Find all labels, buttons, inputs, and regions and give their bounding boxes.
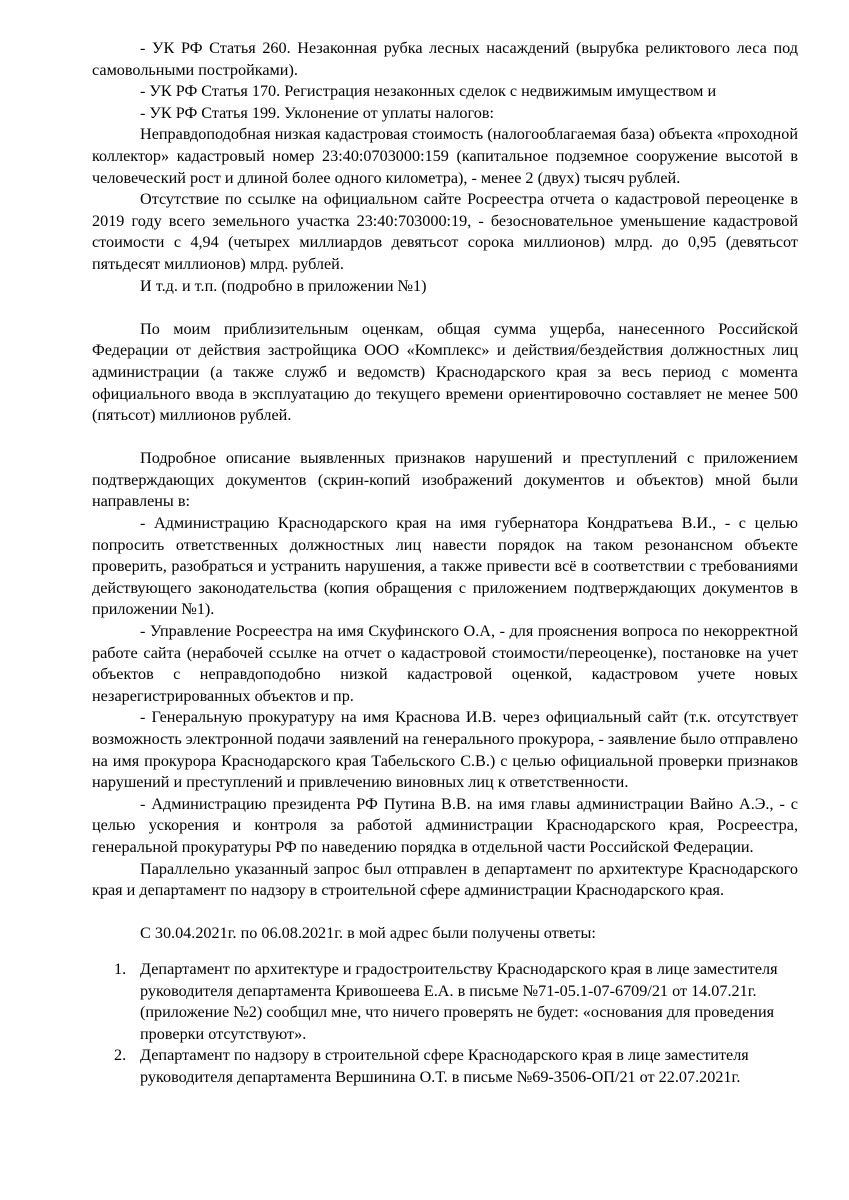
paragraph-missing-report: Отсутствие по ссылке на официальном сайте Росреестра отчета о кадастровой переоценке в 2019 году всего земельного участка 23:40:703000:19, - безосновательное уменьшение кадастровой стоимости с 4,94 (четырех миллиардов девятьсот сорока миллионов) млрд. до 0,95 (девятьсот пятьдесят миллионов) млрд. рублей. [92,190,798,273]
answers-list [92,959,798,1089]
spacer [92,945,798,959]
paragraph-president-admin: - Администрацию президента РФ Путина В.В. на имя главы администрации Вайно А.Э., - с целью ускорения и контроля за работой администрации Краснодарского края, Росреестра, генеральной прокуратуры РФ по наведению порядка в отдельной части Российской Федерации. [92,794,798,856]
paragraph-article-199: - УК РФ Статья 199. Уклонение от уплаты налогов: [140,103,494,122]
list-text: Департамент по надзору в строительной сфере Краснодарского края в лице заместителя руководителя департамента Вершинина О.Т. в письме №69-3506-ОП/21 от 22.07.2021г. [140,1046,749,1086]
paragraph-article-260: - УК РФ Статья 260. Незаконная рубка лесных насаждений (вырубка реликтового леса под самовольными постройками). [92,39,798,79]
paragraph-damage-estimate: По моим приблизительным оценкам, общая сумма ущерба, нанесенного Российской Федерации от действия застройщика ООО «Комплекс» и действия/бездействия должностных лиц администрации (а также служб и ведомств) Краснодарского края за весь период с момента официального ввода в эксплуатацию до текущего времени ориентировочно составляет не менее 500 (пятьсот) миллионов рублей. [92,319,798,425]
paragraph-sent-to: Подробное описание выявленных признаков нарушений и преступлений с приложением подтверждающих документов (скрин-копий изображений документов и объектов) мной были направлены в: [92,449,798,511]
paragraph-prosecutor: - Генеральную прокуратуру на имя Краснова И.В. через официальный сайт (т.к. отсутствует возможность электронной подачи заявлений на генерального прокурора, - заявление было отправлено на имя прокурора Краснодарского края Табельского С.В.) с целью официальной проверки признаков нарушений и преступлений и привлечению виновных лиц к ответственности. [92,708,798,792]
paragraph-krasnodar-admin: - Администрацию Краснодарского края на имя губернатора Кондратьева В.И., - с целью попросить ответственных должностных лиц навести порядок на таком резонансном объекте проверить, разобраться и устранить нарушения, а также привести всё в соответствии с требованиями действующего законодательства (копия обращения с приложением подтверждающих документов в приложении №1). [92,514,798,619]
paragraph-parallel-request: Параллельно указанный запрос был отправлен в департамент по архитектуре Краснодарского края и департамент по надзору в строительной сфере администрации Краснодарского края. [92,859,798,900]
list-text: Департамент по архитектуре и градостроительству Краснодарского края в лице заместителя руководителя департамента Кривошеева Е.А. в письме №71-05.1-07-6709/21 от 14.07.21г. (приложение №2) сообщил мне, что ничего проверять не будет: «основания для проведения проверки отсутствуют». [140,959,778,1043]
spacer [92,902,798,924]
list-number: 1. [114,959,127,978]
paragraph-article-170: - УК РФ Статья 170. Регистрация незаконных сделок с недвижимым имуществом и [140,82,717,101]
list-item [92,1045,798,1088]
list-number: 2. [114,1046,127,1065]
document-page [92,38,798,1089]
spacer [92,297,798,319]
paragraph-etc: И т.д. и т.п. (подробно в приложении №1) [140,276,427,295]
list-item [92,959,798,1045]
paragraph-answers-received: С 30.04.2021г. по 06.08.2021г. в мой адрес были получены ответы: [140,924,596,943]
spacer [92,427,798,449]
paragraph-cadastral-value: Неправдоподобная низкая кадастровая стоимость (налогооблагаемая база) объекта «проходной коллектор» кадастровый номер 23:40:0703000:159 (капитальное подземное сооружение высотой в человеческий рост и длиной более одного километра), - менее 2 (двух) тысяч рублей. [92,125,798,187]
paragraph-rosreestr: - Управление Росреестра на имя Скуфинского О.А, - для прояснения вопроса по некорректной работе сайта (нерабочей ссылке на отчет о кадастровой стоимости/переоценке), постановке на учет объектов с неправдоподобно низкой кадастровой оценкой, кадастровом учете новых незарегистрированных объектов и пр. [92,622,798,705]
